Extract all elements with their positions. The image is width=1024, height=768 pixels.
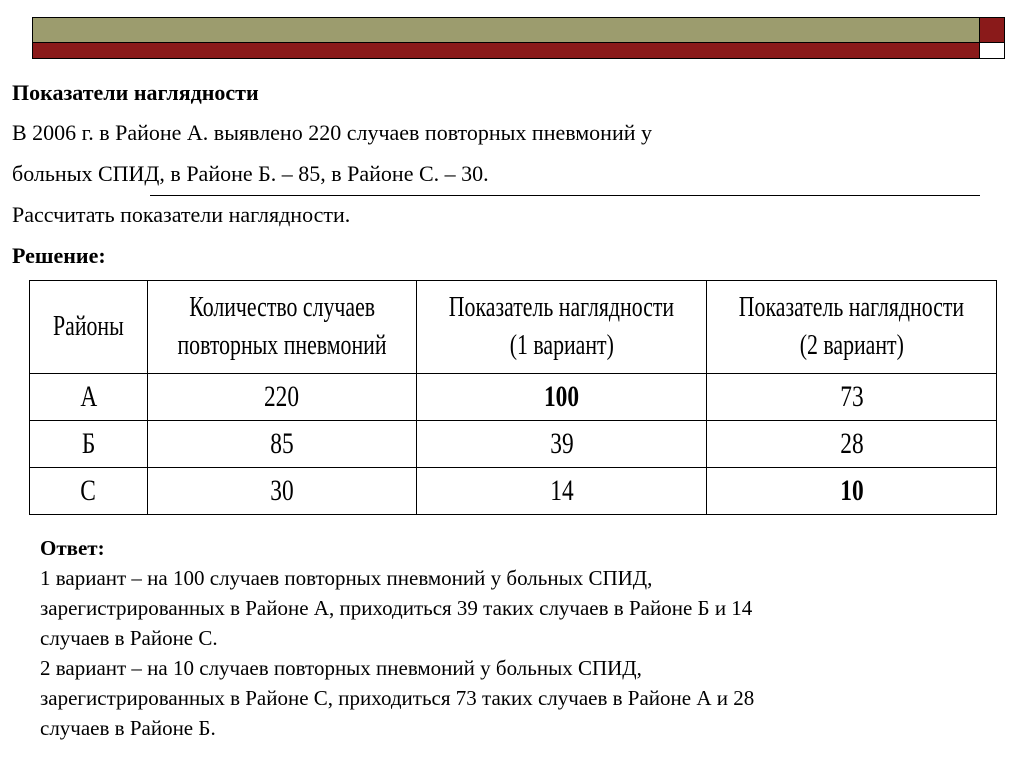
table-row [30,421,997,468]
header-corner-red-square [979,17,1005,43]
header-banner-olive [32,17,981,43]
header-index-variant-1: Показатель наглядности (1 вариант) [417,281,707,374]
answer-line: зарегистрированных в Районе С, приходиться 73 таких случаев в Районе А и 28 [40,686,755,710]
case-count-cell: 85 [147,421,416,468]
table-row [30,468,997,515]
problem-line-2: больных СПИД, в Районе Б. – 85, в Районе С. – 30. [12,161,489,186]
answer-line: зарегистрированных в Районе А, приходиться 39 таких случаев в Районе Б и 14 [40,596,753,620]
header-index-variant-2: Показатель наглядности (2 вариант) [707,281,997,374]
answer-line: 2 вариант – на 10 случаев повторных пневмоний у больных СПИД, [40,656,642,680]
header-banner-red-strip [32,42,981,59]
header-case-count: Количество случаев повторных пневмоний [147,281,416,374]
header-corner-white-square [979,42,1005,59]
problem-line-1: В 2006 г. в Районе А. выявлено 220 случаев повторных пневмоний у [12,120,652,145]
variant-1-cell: 14 [417,468,707,515]
answer-line: случаев в Районе Б. [40,716,216,740]
variant-1-cell: 39 [417,421,707,468]
answer-line: случаев в Районе С. [40,626,218,650]
district-cell: С [30,468,148,515]
answer-label: Ответ: [40,536,105,560]
case-count-cell: 220 [147,374,416,421]
district-cell: Б [30,421,148,468]
answer-block [40,533,1000,743]
table-header-row [30,281,997,374]
page-title: Показатели наглядности [12,80,259,105]
divider-line [150,195,980,196]
header-districts: Районы [30,281,148,374]
variant-2-cell: 10 [707,468,997,515]
results-table [29,280,997,515]
table-row [30,374,997,421]
variant-1-cell: 100 [417,374,707,421]
solution-label: Решение: [12,243,106,268]
district-cell: А [30,374,148,421]
problem-task: Рассчитать показатели наглядности. [12,202,351,227]
case-count-cell: 30 [147,468,416,515]
answer-line: 1 вариант – на 100 случаев повторных пневмоний у больных СПИД, [40,566,653,590]
variant-2-cell: 73 [707,374,997,421]
variant-2-cell: 28 [707,421,997,468]
